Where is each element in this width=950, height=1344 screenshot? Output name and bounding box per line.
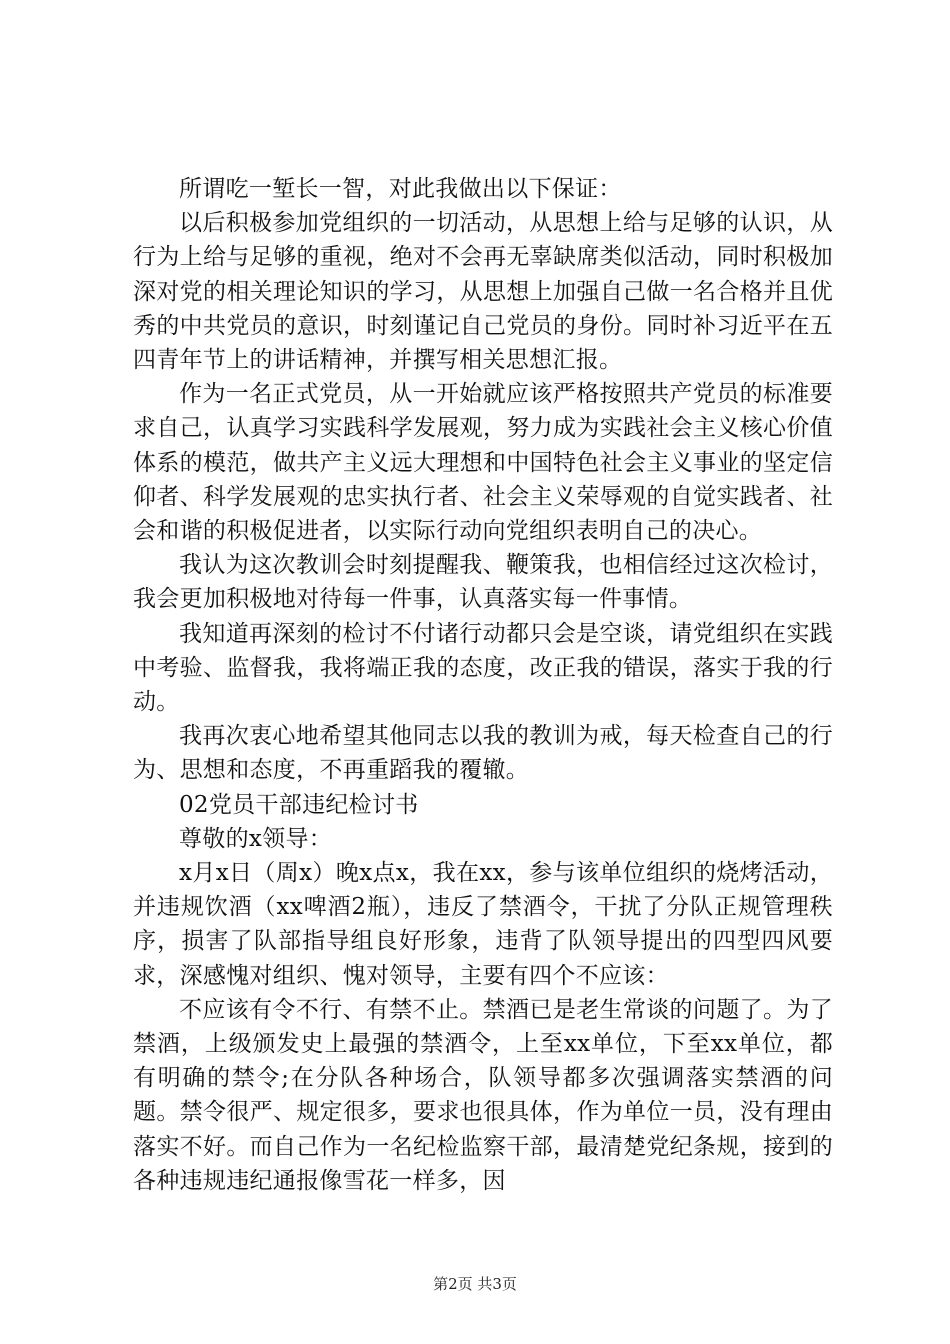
paragraph-pledge-intro: 所谓吃一堑长一智，对此我做出以下保证： xyxy=(179,176,622,202)
page-number-footer: 第2页 共3页 xyxy=(433,1275,517,1293)
section-heading-02: 02党员干部违纪检讨书 xyxy=(179,791,419,818)
paragraph-lesson-reminder: 我认为这次教训会时刻提醒我、鞭策我，也相信经过这次检讨，我会更加积极地对待每一件事，认真落实每一件事情。 xyxy=(133,552,833,613)
paragraph-warning-others: 我再次衷心地希望其他同志以我的教训为戒，每天检查自己的行为、思想和态度，不再重蹈我的覆辙。 xyxy=(133,723,833,784)
paragraph-party-member-standard: 作为一名正式党员，从一开始就应该严格按照共产党员的标准要求自己，认真学习实践科学发展观，努力成为实践社会主义核心价值体系的模范，做共产主义远大理想和中国特色社会主义事业的坚定信仰者、科学发展观的忠实执行者、社会主义荣辱观的自觉实践者、社会和谐的积极促进者，以实际行动向党组织表明自己的决心。 xyxy=(133,381,833,545)
document-body xyxy=(133,172,833,1198)
salutation: 尊敬的x领导： xyxy=(179,825,333,852)
paragraph-first-reason: 不应该有令不行、有禁不止。禁酒已是老生常谈的问题了。为了禁酒，上级颁发史上最强的禁酒令，上至xx单位，下至xx单位，都有明确的禁令;在分队各种场合，队领导都多次强调落实禁酒的问题。禁令很严、规定很多，要求也很具体，作为单位一员，没有理由落实不好。而自己作为一名纪检监察干部，最清楚党纪条规，接到的各种违规违纪通报像雪花一样多，因 xyxy=(133,996,833,1194)
paragraph-incident-description: x月x日（周x）晚x点x，我在xx，参与该单位组织的烧烤活动，并违规饮酒（xx啤酒2瓶），违反了禁酒令，干扰了分队正规管理秩序，损害了队部指导组良好形象，违背了队领导提出的四型四风要求，深感愧对组织、愧对领导，主要有四个不应该： xyxy=(133,860,833,989)
paragraph-action-commitment: 我知道再深刻的检讨不付诸行动都只会是空谈，请党组织在实践中考验、监督我，我将端正我的态度，改正我的错误，落实于我的行动。 xyxy=(133,620,833,716)
paragraph-pledge-activities: 以后积极参加党组织的一切活动，从思想上给与足够的认识，从行为上给与足够的重视，绝对不会再无辜缺席类似活动，同时积极加深对党的相关理论知识的学习，从思想上加强自己做一名合格并且优秀的中共党员的意识，时刻谨记自己党员的身份。同时补习近平在五四青年节上的讲话精神，并撰写相关思想汇报。 xyxy=(133,210,833,374)
